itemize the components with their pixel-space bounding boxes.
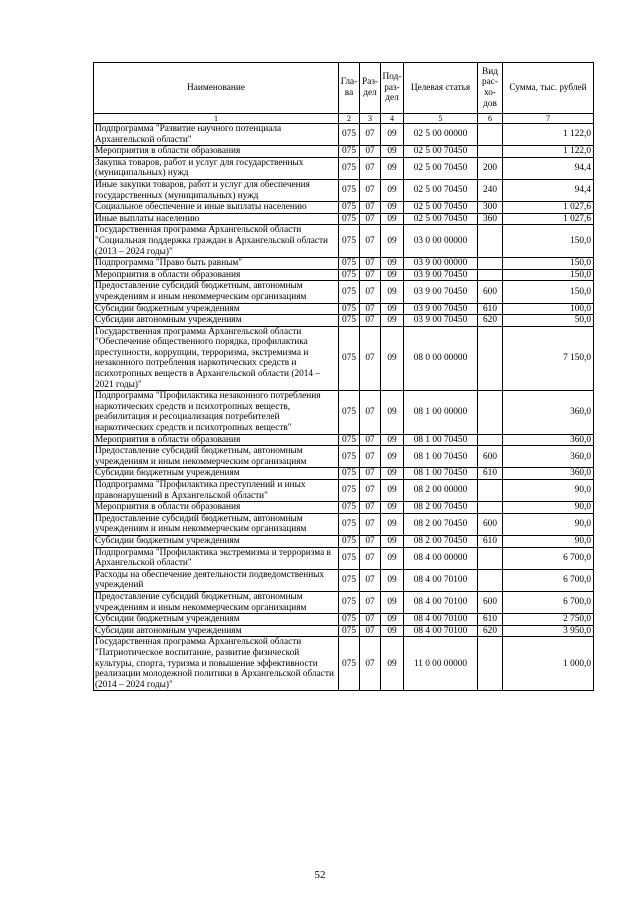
row-subsection: 09 bbox=[381, 468, 404, 480]
row-chapter: 075 bbox=[339, 157, 360, 179]
row-target: 03 9 00 00000 bbox=[404, 258, 478, 270]
row-sum: 150,0 bbox=[503, 258, 594, 270]
row-target: 03 0 00 00000 bbox=[404, 225, 478, 258]
row-name: Субсидии бюджетным учреждениям bbox=[94, 468, 339, 480]
row-sum: 90,0 bbox=[503, 513, 594, 535]
row-sum: 1 027,6 bbox=[503, 202, 594, 214]
row-expense-type bbox=[478, 434, 503, 446]
table-row bbox=[94, 637, 594, 691]
row-section: 07 bbox=[360, 269, 381, 281]
row-name: Государственная программа Архангельской области "Обеспечение общественного порядка, профилактика преступности, коррупции, терроризма, экстремизма и незаконного потребления наркотических средств и психотропных веществ в Архангельской области (2014 – 2021 годы)" bbox=[94, 326, 339, 391]
row-sum: 7 150,0 bbox=[503, 326, 594, 391]
table-body bbox=[94, 124, 594, 691]
row-section: 07 bbox=[360, 179, 381, 201]
row-chapter: 075 bbox=[339, 502, 360, 514]
row-section: 07 bbox=[360, 569, 381, 591]
row-chapter: 075 bbox=[339, 303, 360, 315]
page-number: 52 bbox=[314, 869, 326, 881]
row-subsection: 09 bbox=[381, 502, 404, 514]
header-name: Наименование bbox=[94, 63, 339, 114]
table-row bbox=[94, 591, 594, 613]
table-row bbox=[94, 146, 594, 158]
row-target: 08 1 00 70450 bbox=[404, 434, 478, 446]
row-section: 07 bbox=[360, 315, 381, 327]
table-row bbox=[94, 569, 594, 591]
row-section: 07 bbox=[360, 213, 381, 225]
row-section: 07 bbox=[360, 547, 381, 569]
table-row bbox=[94, 535, 594, 547]
row-expense-type bbox=[478, 391, 503, 434]
row-target: 02 5 00 00000 bbox=[404, 124, 478, 146]
row-subsection: 09 bbox=[381, 434, 404, 446]
row-chapter: 075 bbox=[339, 179, 360, 201]
table-row bbox=[94, 213, 594, 225]
table-row bbox=[94, 434, 594, 446]
row-chapter: 075 bbox=[339, 446, 360, 468]
row-section: 07 bbox=[360, 625, 381, 637]
row-expense-type bbox=[478, 569, 503, 591]
table-row bbox=[94, 157, 594, 179]
row-expense-type bbox=[478, 124, 503, 146]
table-row bbox=[94, 625, 594, 637]
row-target: 08 4 00 70100 bbox=[404, 569, 478, 591]
row-subsection: 09 bbox=[381, 547, 404, 569]
header-target: Целевая статья bbox=[404, 63, 478, 114]
row-sum: 150,0 bbox=[503, 269, 594, 281]
row-chapter: 075 bbox=[339, 269, 360, 281]
header-expense-type: Вид рас-хо-дов bbox=[478, 63, 503, 114]
row-chapter: 075 bbox=[339, 547, 360, 569]
table-row bbox=[94, 502, 594, 514]
table-row bbox=[94, 446, 594, 468]
row-chapter: 075 bbox=[339, 258, 360, 270]
row-sum: 90,0 bbox=[503, 480, 594, 502]
row-name: Иные выплаты населению bbox=[94, 213, 339, 225]
row-subsection: 09 bbox=[381, 179, 404, 201]
row-expense-type bbox=[478, 326, 503, 391]
row-section: 07 bbox=[360, 303, 381, 315]
row-target: 08 2 00 70450 bbox=[404, 502, 478, 514]
table-row bbox=[94, 315, 594, 327]
header-chapter: Гла-ва bbox=[339, 63, 360, 114]
row-section: 07 bbox=[360, 434, 381, 446]
row-target: 08 2 00 00000 bbox=[404, 480, 478, 502]
budget-table-sheet bbox=[93, 62, 593, 691]
row-sum: 2 750,0 bbox=[503, 614, 594, 626]
row-section: 07 bbox=[360, 258, 381, 270]
column-number: 3 bbox=[360, 114, 381, 124]
row-chapter: 075 bbox=[339, 625, 360, 637]
row-expense-type: 620 bbox=[478, 315, 503, 327]
column-number-row bbox=[94, 114, 594, 124]
row-section: 07 bbox=[360, 202, 381, 214]
row-target: 08 4 00 70100 bbox=[404, 591, 478, 613]
row-sum: 50,0 bbox=[503, 315, 594, 327]
row-chapter: 075 bbox=[339, 513, 360, 535]
row-subsection: 09 bbox=[381, 614, 404, 626]
row-name: Социальное обеспечение и иные выплаты населению bbox=[94, 202, 339, 214]
row-sum: 1 000,0 bbox=[503, 637, 594, 691]
row-subsection: 09 bbox=[381, 213, 404, 225]
row-subsection: 09 bbox=[381, 225, 404, 258]
row-expense-type: 610 bbox=[478, 303, 503, 315]
row-name: Закупка товаров, работ и услуг для государственных (муниципальных) нужд bbox=[94, 157, 339, 179]
row-subsection: 09 bbox=[381, 269, 404, 281]
row-subsection: 09 bbox=[381, 637, 404, 691]
row-name: Предоставление субсидий бюджетным, автономным учреждениям и иным некоммерческим организациям bbox=[94, 446, 339, 468]
table-row bbox=[94, 513, 594, 535]
column-number: 6 bbox=[478, 114, 503, 124]
row-target: 02 5 00 70450 bbox=[404, 213, 478, 225]
row-subsection: 09 bbox=[381, 569, 404, 591]
row-subsection: 09 bbox=[381, 480, 404, 502]
row-subsection: 09 bbox=[381, 146, 404, 158]
row-subsection: 09 bbox=[381, 326, 404, 391]
row-chapter: 075 bbox=[339, 637, 360, 691]
row-target: 03 9 00 70450 bbox=[404, 269, 478, 281]
row-target: 02 5 00 70450 bbox=[404, 202, 478, 214]
budget-table bbox=[93, 62, 594, 691]
row-name: Субсидии бюджетным учреждениям bbox=[94, 535, 339, 547]
row-target: 11 0 00 00000 bbox=[404, 637, 478, 691]
row-subsection: 09 bbox=[381, 124, 404, 146]
row-subsection: 09 bbox=[381, 513, 404, 535]
row-expense-type: 610 bbox=[478, 614, 503, 626]
row-chapter: 075 bbox=[339, 569, 360, 591]
row-expense-type: 620 bbox=[478, 625, 503, 637]
row-target: 02 5 00 70450 bbox=[404, 146, 478, 158]
row-subsection: 09 bbox=[381, 202, 404, 214]
row-chapter: 075 bbox=[339, 146, 360, 158]
column-number: 4 bbox=[381, 114, 404, 124]
row-target: 08 4 00 00000 bbox=[404, 547, 478, 569]
row-subsection: 09 bbox=[381, 281, 404, 303]
row-subsection: 09 bbox=[381, 157, 404, 179]
row-expense-type bbox=[478, 146, 503, 158]
row-expense-type: 610 bbox=[478, 535, 503, 547]
row-target: 08 1 00 70450 bbox=[404, 468, 478, 480]
row-target: 08 2 00 70450 bbox=[404, 535, 478, 547]
row-sum: 90,0 bbox=[503, 502, 594, 514]
row-name: Мероприятия в области образования bbox=[94, 146, 339, 158]
row-name: Предоставление субсидий бюджетным, автономным учреждениям и иным некоммерческим организациям bbox=[94, 591, 339, 613]
row-sum: 6 700,0 bbox=[503, 569, 594, 591]
row-chapter: 075 bbox=[339, 213, 360, 225]
row-target: 02 5 00 70450 bbox=[404, 179, 478, 201]
row-section: 07 bbox=[360, 124, 381, 146]
row-expense-type: 360 bbox=[478, 213, 503, 225]
row-sum: 94,4 bbox=[503, 179, 594, 201]
row-chapter: 075 bbox=[339, 434, 360, 446]
column-number: 1 bbox=[94, 114, 339, 124]
row-sum: 360,0 bbox=[503, 434, 594, 446]
row-expense-type: 600 bbox=[478, 281, 503, 303]
row-name: Субсидии автономным учреждениям bbox=[94, 625, 339, 637]
header-subsection: Под-раз-дел bbox=[381, 63, 404, 114]
row-sum: 360,0 bbox=[503, 468, 594, 480]
row-section: 07 bbox=[360, 157, 381, 179]
row-section: 07 bbox=[360, 468, 381, 480]
row-chapter: 075 bbox=[339, 315, 360, 327]
table-row bbox=[94, 480, 594, 502]
row-sum: 6 700,0 bbox=[503, 547, 594, 569]
table-row bbox=[94, 391, 594, 434]
row-name: Иные закупки товаров, работ и услуг для обеспечения государственных (муниципальных) нужд bbox=[94, 179, 339, 201]
row-chapter: 075 bbox=[339, 480, 360, 502]
row-subsection: 09 bbox=[381, 625, 404, 637]
row-sum: 6 700,0 bbox=[503, 591, 594, 613]
column-number: 5 bbox=[404, 114, 478, 124]
table-row bbox=[94, 468, 594, 480]
row-sum: 3 950,0 bbox=[503, 625, 594, 637]
row-chapter: 075 bbox=[339, 225, 360, 258]
row-sum: 90,0 bbox=[503, 535, 594, 547]
row-expense-type: 300 bbox=[478, 202, 503, 214]
row-name: Государственная программа Архангельской области "Патриотическое воспитание, развитие физической культуры, спорта, туризма и повышение эффективности реализации молодежной политики в Архангельской области (2014 – 2024 годы)" bbox=[94, 637, 339, 691]
row-target: 08 4 00 70100 bbox=[404, 625, 478, 637]
row-expense-type bbox=[478, 502, 503, 514]
row-name: Мероприятия в области образования bbox=[94, 502, 339, 514]
row-name: Подпрограмма "Развитие научного потенциала Архангельской области" bbox=[94, 124, 339, 146]
row-target: 03 9 00 70450 bbox=[404, 281, 478, 303]
table-row bbox=[94, 124, 594, 146]
table-row bbox=[94, 303, 594, 315]
row-chapter: 075 bbox=[339, 591, 360, 613]
column-number: 2 bbox=[339, 114, 360, 124]
row-section: 07 bbox=[360, 480, 381, 502]
row-section: 07 bbox=[360, 637, 381, 691]
row-name: Подпрограмма "Профилактика экстремизма и терроризма в Архангельской области" bbox=[94, 547, 339, 569]
row-section: 07 bbox=[360, 281, 381, 303]
row-subsection: 09 bbox=[381, 391, 404, 434]
row-section: 07 bbox=[360, 591, 381, 613]
row-target: 08 1 00 00000 bbox=[404, 391, 478, 434]
table-row bbox=[94, 269, 594, 281]
row-section: 07 bbox=[360, 326, 381, 391]
row-target: 08 2 00 70450 bbox=[404, 513, 478, 535]
row-name: Подпрограмма "Профилактика незаконного потребления наркотических средств и психотропных веществ, реабилитация и ресоциализация потребителей наркотических средств и психотропных веществ" bbox=[94, 391, 339, 434]
row-expense-type bbox=[478, 547, 503, 569]
row-expense-type: 600 bbox=[478, 513, 503, 535]
header-sum: Сумма, тыс. рублей bbox=[503, 63, 594, 114]
row-name: Мероприятия в области образования bbox=[94, 269, 339, 281]
row-target: 08 0 00 00000 bbox=[404, 326, 478, 391]
row-name: Субсидии бюджетным учреждениям bbox=[94, 303, 339, 315]
row-name: Субсидии бюджетным учреждениям bbox=[94, 614, 339, 626]
row-section: 07 bbox=[360, 391, 381, 434]
row-section: 07 bbox=[360, 146, 381, 158]
row-chapter: 075 bbox=[339, 535, 360, 547]
header-row bbox=[94, 63, 594, 114]
row-name: Предоставление субсидий бюджетным, автономным учреждениям и иным некоммерческим организациям bbox=[94, 281, 339, 303]
row-target: 02 5 00 70450 bbox=[404, 157, 478, 179]
table-row bbox=[94, 225, 594, 258]
column-number: 7 bbox=[503, 114, 594, 124]
header-section: Раз-дел bbox=[360, 63, 381, 114]
row-subsection: 09 bbox=[381, 303, 404, 315]
row-expense-type bbox=[478, 637, 503, 691]
row-expense-type: 610 bbox=[478, 468, 503, 480]
row-sum: 150,0 bbox=[503, 225, 594, 258]
row-expense-type: 240 bbox=[478, 179, 503, 201]
table-row bbox=[94, 614, 594, 626]
table-row bbox=[94, 202, 594, 214]
row-sum: 150,0 bbox=[503, 281, 594, 303]
table-row bbox=[94, 326, 594, 391]
row-subsection: 09 bbox=[381, 258, 404, 270]
row-chapter: 075 bbox=[339, 202, 360, 214]
table-row bbox=[94, 258, 594, 270]
row-expense-type: 600 bbox=[478, 591, 503, 613]
row-chapter: 075 bbox=[339, 614, 360, 626]
row-subsection: 09 bbox=[381, 535, 404, 547]
row-target: 08 1 00 70450 bbox=[404, 446, 478, 468]
table-row bbox=[94, 179, 594, 201]
row-section: 07 bbox=[360, 614, 381, 626]
table-row bbox=[94, 547, 594, 569]
row-target: 08 4 00 70100 bbox=[404, 614, 478, 626]
row-subsection: 09 bbox=[381, 446, 404, 468]
row-name: Мероприятия в области образования bbox=[94, 434, 339, 446]
row-section: 07 bbox=[360, 446, 381, 468]
row-sum: 360,0 bbox=[503, 446, 594, 468]
row-expense-type: 600 bbox=[478, 446, 503, 468]
row-name: Предоставление субсидий бюджетным, автономным учреждениям и иным некоммерческим организациям bbox=[94, 513, 339, 535]
row-name: Государственная программа Архангельской области "Социальная поддержка граждан в Архангельской области (2013 – 2024 годы)" bbox=[94, 225, 339, 258]
row-chapter: 075 bbox=[339, 281, 360, 303]
row-subsection: 09 bbox=[381, 591, 404, 613]
row-sum: 1 122,0 bbox=[503, 124, 594, 146]
row-section: 07 bbox=[360, 513, 381, 535]
row-section: 07 bbox=[360, 535, 381, 547]
row-chapter: 075 bbox=[339, 468, 360, 480]
row-section: 07 bbox=[360, 225, 381, 258]
row-name: Субсидии автономным учреждениям bbox=[94, 315, 339, 327]
table-row bbox=[94, 281, 594, 303]
row-target: 03 9 00 70450 bbox=[404, 315, 478, 327]
row-sum: 360,0 bbox=[503, 391, 594, 434]
row-subsection: 09 bbox=[381, 315, 404, 327]
row-section: 07 bbox=[360, 502, 381, 514]
row-expense-type bbox=[478, 225, 503, 258]
row-sum: 100,0 bbox=[503, 303, 594, 315]
row-chapter: 075 bbox=[339, 124, 360, 146]
row-expense-type bbox=[478, 480, 503, 502]
row-name: Подпрограмма "Право быть равным" bbox=[94, 258, 339, 270]
row-chapter: 075 bbox=[339, 391, 360, 434]
row-expense-type: 200 bbox=[478, 157, 503, 179]
row-name: Расходы на обеспечение деятельности подведомственных учреждений bbox=[94, 569, 339, 591]
row-sum: 94,4 bbox=[503, 157, 594, 179]
row-sum: 1 027,6 bbox=[503, 213, 594, 225]
row-expense-type bbox=[478, 269, 503, 281]
row-name: Подпрограмма "Профилактика преступлений и иных правонарушений в Архангельской области" bbox=[94, 480, 339, 502]
row-sum: 1 122,0 bbox=[503, 146, 594, 158]
row-chapter: 075 bbox=[339, 326, 360, 391]
row-target: 03 9 00 70450 bbox=[404, 303, 478, 315]
row-expense-type bbox=[478, 258, 503, 270]
